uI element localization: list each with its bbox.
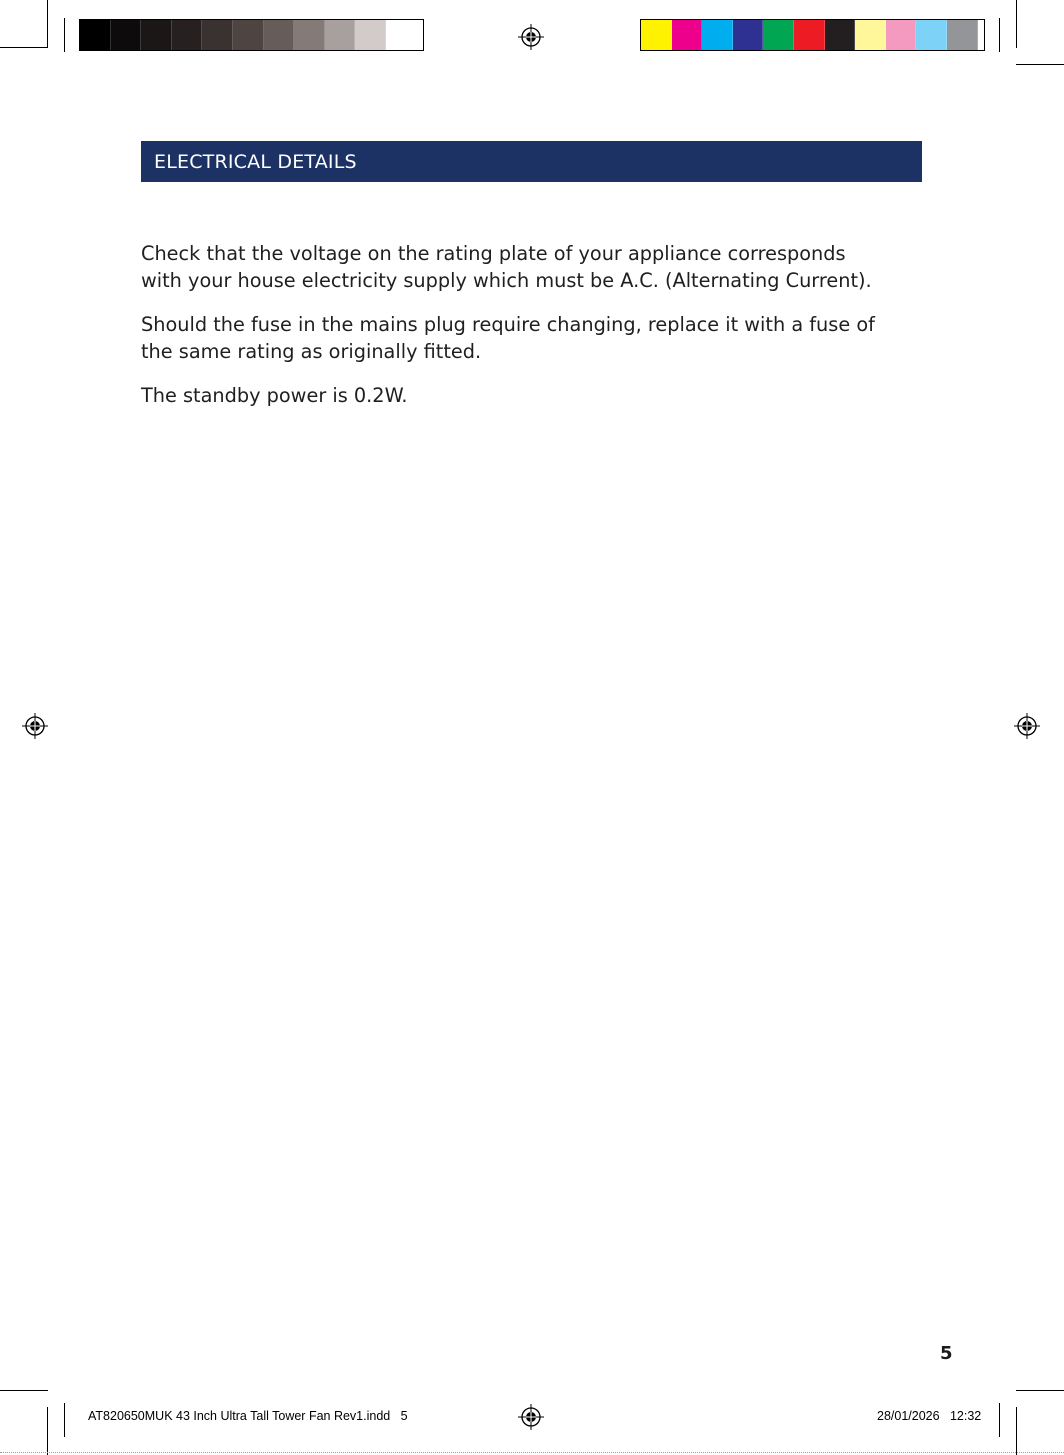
registration-mark-icon (1014, 713, 1040, 739)
slug-filename: AT820650MUK 43 Inch Ultra Tall Tower Fan Rev1.indd 5 (88, 1409, 408, 1423)
registration-mark-icon (518, 1404, 544, 1430)
color-swatch (202, 20, 233, 50)
color-swatch (886, 20, 917, 50)
paragraph-voltage: Check that the voltage on the rating plate of your appliance corresponds with your house electricity supply which must be A.C. (Alternating Current). (141, 242, 872, 292)
crop-mark (0, 1390, 48, 1391)
crop-mark (999, 18, 1000, 52)
grayscale-color-bar (79, 19, 424, 51)
body-content (141, 240, 881, 426)
crop-mark (64, 18, 65, 52)
color-swatch (702, 20, 733, 50)
paragraph-standby: The standby power is 0.2W. (141, 384, 408, 407)
color-swatch (141, 20, 172, 50)
color-swatch (111, 20, 142, 50)
crop-mark (1016, 64, 1064, 65)
trim-line (0, 1452, 1064, 1453)
color-swatch (233, 20, 264, 50)
paragraph-fuse: Should the fuse in the mains plug require changing, replace it with a fuse of the same rating as originally fitted. (141, 313, 875, 363)
page-number: 5 (940, 1343, 953, 1364)
color-swatch (672, 20, 703, 50)
color-swatch (733, 20, 764, 50)
color-swatch (825, 20, 856, 50)
color-swatch (80, 20, 111, 50)
color-swatch (294, 20, 325, 50)
color-swatch (325, 20, 356, 50)
color-swatch (794, 20, 825, 50)
crop-mark (999, 1403, 1000, 1437)
color-swatch (641, 20, 672, 50)
crop-mark (47, 0, 48, 48)
color-swatch (855, 20, 886, 50)
color-swatch (355, 20, 386, 50)
slug-datetime: 28/01/2026 12:32 (877, 1409, 982, 1423)
crop-mark (47, 1407, 48, 1455)
crop-mark (1016, 1407, 1017, 1455)
crop-mark (1016, 0, 1017, 48)
color-swatch (947, 20, 978, 50)
color-swatch (264, 20, 295, 50)
section-title: ELECTRICAL DETAILS (154, 150, 357, 173)
color-swatch (172, 20, 203, 50)
process-color-bar (640, 19, 985, 51)
crop-mark (1016, 1390, 1064, 1391)
color-swatch (386, 20, 417, 50)
color-swatch (916, 20, 947, 50)
section-header (141, 141, 922, 182)
registration-mark-icon (518, 24, 544, 50)
registration-mark-icon (22, 713, 48, 739)
color-swatch (763, 20, 794, 50)
crop-mark (64, 1403, 65, 1437)
crop-mark (0, 47, 48, 48)
